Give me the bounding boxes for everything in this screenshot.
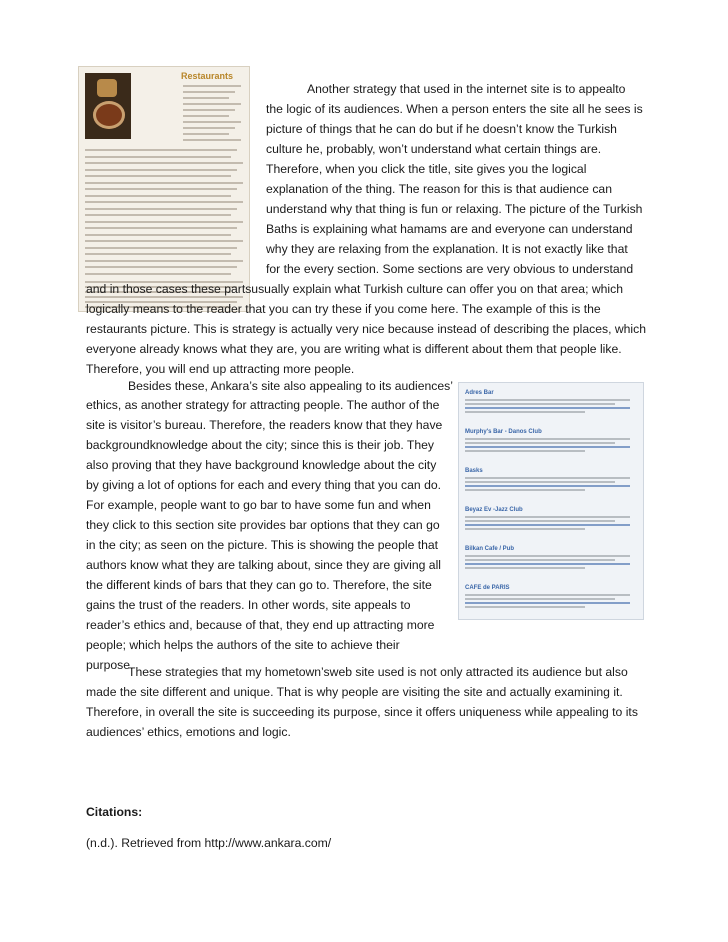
bar-entry [465,584,635,608]
restaurants-text-line [85,221,243,223]
restaurants-text-line [85,260,243,262]
paragraph-line: Therefore, in overall the site is succeeding its purpose, since it offers uniqueness while appealing to its [86,705,638,719]
bar-text-line [465,524,630,526]
paragraph-line: the logic of its audiences. When a person enters the site all he sees is [266,102,643,116]
bar-text-line [465,520,615,522]
paragraph-line: reader’s ethics and, because of that, they end up attracting more [86,618,435,632]
restaurants-text-line [183,97,229,99]
paragraph-line: audiences’ ethics, emotions and logic. [86,725,291,739]
restaurants-text-line [85,201,243,203]
restaurants-text-line [85,266,237,268]
paragraph-line: made the site different and unique. That is why people are visiting the site and actually examining it. [86,685,623,699]
bar-name: Basks [465,468,483,474]
bar-text-line [465,411,585,413]
bar-name: Adres Bar [465,390,494,396]
bar-text-line [465,446,630,448]
bar-text-line [465,485,630,487]
restaurants-text-line [85,175,231,177]
restaurants-text-line [183,103,241,105]
restaurants-text-line [183,85,241,87]
bar-text-line [465,516,630,518]
paragraph-line: Another strategy that used in the internet site is to appealto [307,82,626,96]
paragraph-line: picture of things that he can do but if he doesn’t know the Turkish [266,122,617,136]
restaurants-text-line [183,133,229,135]
food-topping [97,79,117,97]
restaurants-text-line [85,208,237,210]
restaurants-text-line [85,162,243,164]
bar-text-line [465,481,615,483]
paragraph-line: restaurants picture. This is strategy is actually very nice because instead of describing the places, which [86,322,646,336]
paragraph-line: site is visitor’s bureau. Therefore, the readers know that they have [86,418,443,432]
restaurants-title: Restaurants [181,71,234,81]
paragraph-line: also proving that they have background knowledge about the city [86,458,437,472]
paragraph-line: gains the trust of the readers. In other words, site appeals to [86,598,411,612]
bar-text-line [465,594,630,596]
paragraph-line: and in those cases these partsusually explain what Turkish culture can offer you on that area; which [86,282,624,296]
bar-text-line [465,442,615,444]
bar-text-line [465,528,585,530]
bar-text-line [465,438,630,440]
paragraph-line: purpose. [86,658,134,672]
bar-entry [465,545,635,569]
paragraph-line: in the city; as seen on the picture. This is showing the people that [86,538,439,552]
bar-text-line [465,407,630,409]
food-photo [85,73,131,139]
restaurants-text-line [183,139,241,141]
paragraph-line: Therefore, when you click the title, site gives you the logical [266,162,587,176]
restaurants-text-line [85,195,231,197]
paragraph-line: everyone already knows what they are, you are writing what is different about them that people like. [86,342,622,356]
bar-text-line [465,450,585,452]
restaurants-text-line [85,253,231,255]
paragraph-line: people; which helps the authors of the site to achieve their [86,638,400,652]
bar-entry [465,467,635,491]
food-plate [93,101,125,129]
paragraph-line: For example, people want to go bar to have some fun and when [86,498,431,512]
restaurants-text-line [85,247,237,249]
restaurants-text-line [183,109,235,111]
paragraph-line: ethics, as another strategy for attracting people. The author of the [86,398,440,412]
bar-text-line [465,403,615,405]
restaurants-text-line [183,127,235,129]
bar-name: Murphy's Bar - Danos Club [465,429,542,435]
paragraph-line: culture he, probably, won’t understand what certain things are. [266,142,602,156]
bar-text-line [465,563,630,565]
bar-entry [465,389,635,413]
restaurants-text-line [85,169,237,171]
citations-heading: Citations: [86,805,143,819]
restaurants-text-line [85,273,231,275]
bar-text-line [465,489,585,491]
bar-entry [465,428,635,452]
restaurants-text-line [85,182,243,184]
paragraph-line: These strategies that my hometown’sweb site used is not only attracted its audience but also [128,665,628,679]
paragraph-line: authors know what they are talking about, since they are giving all [86,558,441,572]
restaurants-text-line [85,214,231,216]
restaurants-text-line [183,91,235,93]
paragraph-line: logically means to the reader that you can try these if you come here. The example of this is the [86,302,601,316]
bar-text-line [465,399,630,401]
bar-text-line [465,477,630,479]
bar-text-line [465,555,630,557]
paragraph-line: by giving a lot of options for each and every thing that you can do. [86,478,442,492]
paragraph-line: backgroundknowledge about the city; since this is their job. They [86,438,434,452]
restaurants-image [78,66,250,312]
restaurants-text-line [183,121,241,123]
paragraph-line: Besides these, Ankara’s site also appealing to its audiences’ [128,379,453,393]
bar-name: Bilkan Cafe / Pub [465,546,515,552]
paragraph-line: Baths is explaining what hamams are and everyone can understand [266,222,633,236]
restaurants-text-line [85,240,243,242]
restaurants-text-line [85,149,237,151]
paragraph-line: the different kinds of bars that they can go to. Therefore, the site [86,578,432,592]
bar-name: Beyaz Ev -Jazz Club [465,507,523,513]
paragraph-line: understand why that thing is fun or relaxing. The picture of the Turkish [266,202,643,216]
paragraph-line: for the every section. Some sections are very obvious to understand [266,262,634,276]
citation-entry: (n.d.). Retrieved from http://www.ankara.com/ [86,836,332,850]
bar-text-line [465,602,630,604]
bar-text-line [465,606,585,608]
bar-name: CAFE de PARIS [465,585,510,591]
bar-text-line [465,598,615,600]
restaurants-text-line [85,227,237,229]
bars-listing-image [458,382,644,620]
paragraph-line: explanation of the thing. The reason for this is that audience can [266,182,612,196]
bar-entry [465,506,635,530]
paragraph-line: why they are relaxing from the explanation. It is not exactly like that [266,242,628,256]
restaurants-text-line [85,188,237,190]
bar-text-line [465,559,615,561]
restaurants-text-line [85,234,231,236]
paragraph-line: they click to this section site provides bar options that they can go [86,518,440,532]
restaurants-text-line [183,115,229,117]
bar-text-line [465,567,585,569]
paragraph-line: Therefore, you will end up attracting more people. [86,362,355,376]
restaurants-text-line [85,156,231,158]
